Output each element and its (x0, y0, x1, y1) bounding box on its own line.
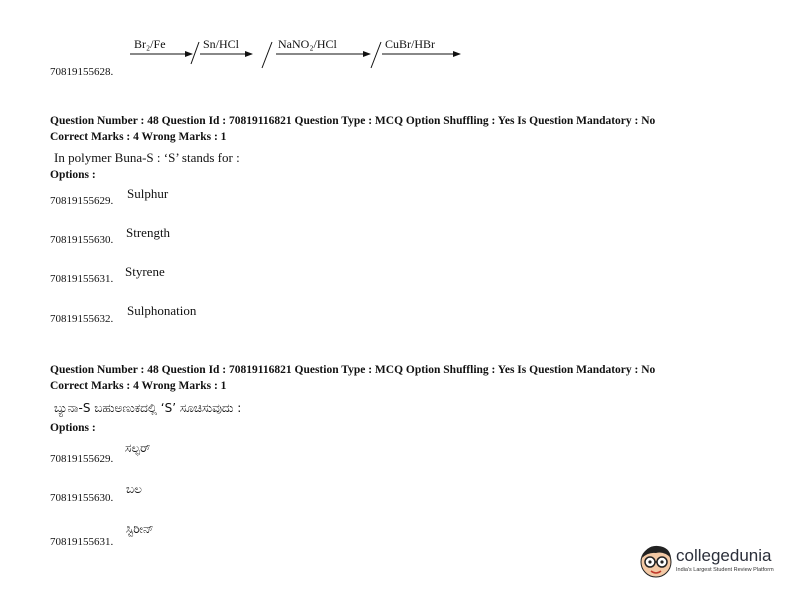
option-text: ಸಲ್ಫರ್ (125, 441, 151, 455)
option-id: 70819155631. (50, 273, 114, 285)
mascot-icon (638, 542, 674, 580)
prev-option-id: 70819155628. (50, 66, 114, 78)
option-text: ಬಲ (126, 482, 142, 496)
logo-name: collegedunia (676, 546, 772, 565)
reaction-arrows (0, 0, 792, 80)
option-text: Sulphonation (127, 303, 197, 318)
option-id: 70819155630. (50, 492, 114, 504)
question-marks: Correct Marks : 4 Wrong Marks : 1 (50, 131, 227, 143)
question-header: Question Number : 48 Question Id : 70819116821 Question Type : MCQ Option Shuffling : Yes Is Question Mandatory : No (50, 115, 656, 127)
option-id: 70819155629. (50, 453, 114, 465)
option-text: ಸ್ಟಿರೀನ್ (126, 522, 154, 536)
option-id: 70819155630. (50, 234, 114, 246)
reagent-step4: CuBr/HBr (385, 37, 436, 51)
reagent-step3: NaNO₂/HCl (278, 37, 337, 51)
option-text: Sulphur (127, 186, 169, 201)
option-id: 70819155631. (50, 536, 114, 548)
options-label: Options : (50, 422, 96, 434)
logo-tagline: India's Largest Student Review Platform (676, 567, 774, 573)
slash-3 (371, 42, 381, 68)
question-text: In polymer Buna-S : ‘S’ stands for : (54, 150, 240, 165)
option-text: Styrene (125, 264, 165, 279)
option-text: Strength (126, 225, 171, 240)
question-marks: Correct Marks : 4 Wrong Marks : 1 (50, 380, 227, 392)
question-text: ಬ್ಯುನಾ-S ಬಹುಅಣುಕದಲ್ಲಿ ‘S’ ಸೂಚಿಸುವುದು : (54, 401, 242, 415)
option-id: 70819155629. (50, 195, 114, 207)
options-label: Options : (50, 169, 96, 181)
option-id: 70819155632. (50, 313, 114, 325)
reagent-step1: Br₂/Fe (134, 37, 166, 51)
collegedunia-logo (638, 540, 773, 584)
question-header: Question Number : 48 Question Id : 70819116821 Question Type : MCQ Option Shuffling : Yes Is Question Mandatory : No (50, 364, 656, 376)
slash-2 (262, 42, 272, 68)
reagent-step2: Sn/HCl (203, 37, 240, 51)
slash-1 (191, 42, 199, 64)
